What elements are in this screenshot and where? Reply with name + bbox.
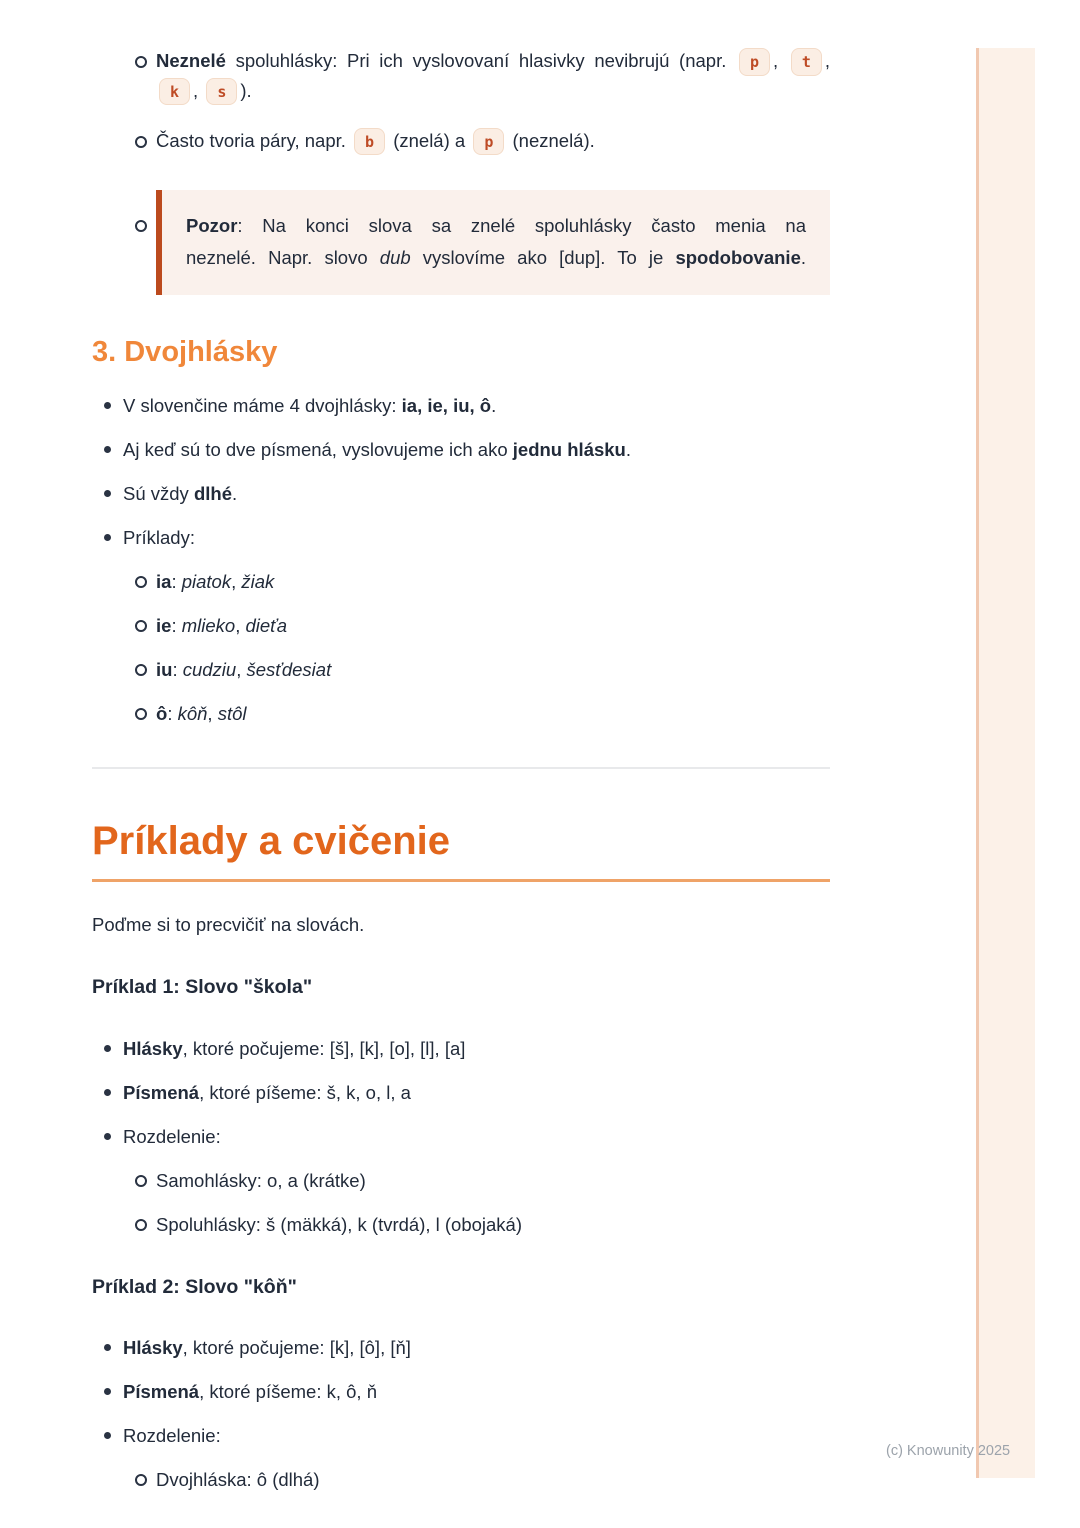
example2-title: Príklad 2: Slovo "kôň"	[92, 1275, 297, 1298]
text-segment: ia	[156, 571, 172, 593]
text-segment: kôň	[177, 703, 208, 725]
text-segment: .	[625, 439, 631, 461]
code-badge: k	[159, 78, 190, 106]
text-segment: Písmená	[123, 1081, 200, 1103]
text-segment: Často tvoria páry, napr.	[156, 129, 352, 151]
list-item	[156, 46, 830, 106]
text-segment: , ktoré píšeme: k, ô, ň	[199, 1381, 377, 1403]
text-segment: ,	[193, 79, 204, 101]
list-item	[123, 435, 830, 465]
list-item	[123, 1078, 830, 1108]
copyright-footer: (c) Knowunity 2025	[886, 1443, 1011, 1459]
list-item	[156, 699, 830, 729]
text-segment: :	[167, 703, 178, 725]
text-segment: ,	[773, 50, 788, 71]
text-segment: V slovenčine máme 4 dvojhlásky:	[123, 395, 402, 417]
code-badge: t	[791, 48, 822, 76]
text-segment: : Na konci slova sa znelé spoluhlásky často menia na neznelé. Napr. slovo	[186, 214, 806, 269]
list-item	[156, 1166, 830, 1196]
text-segment: dieťa	[245, 615, 287, 637]
text-segment: Rozdelenie:	[123, 1425, 221, 1447]
text-segment: mlieko	[181, 615, 236, 637]
text-segment: šesťdesiat	[246, 659, 332, 681]
text-segment: ô	[156, 703, 168, 725]
list-item	[123, 479, 830, 509]
list-item	[123, 1377, 830, 1407]
text-segment: Sú vždy	[123, 483, 194, 505]
text-segment: Spoluhlásky: š (mäkká), k (tvrdá), l (obojaká)	[156, 1213, 523, 1235]
list-item	[156, 567, 830, 597]
list-item	[156, 126, 830, 156]
text-segment: Aj keď sú to dve písmená, vyslovujeme ich ako	[123, 439, 513, 461]
text-segment: ia, ie, iu, ô	[401, 395, 492, 417]
example1-title: Príklad 1: Slovo "škola"	[92, 976, 313, 999]
list-item	[123, 391, 830, 421]
list-item-label	[123, 527, 195, 548]
text-segment: vyslovíme ako [dup]. To je	[410, 247, 676, 269]
example2-list	[92, 1333, 830, 1495]
text-segment: Písmená	[123, 1381, 200, 1403]
section-heading-dvojhlasky: 3. Dvojhlásky	[92, 335, 278, 368]
list-item	[156, 1210, 830, 1240]
text-segment: ).	[240, 79, 252, 101]
list-item	[156, 611, 830, 641]
text-segment: Dvojhláska: ô (dlhá)	[156, 1469, 320, 1491]
text-segment: dub	[379, 247, 411, 269]
text-segment: ,	[235, 615, 246, 637]
code-badge: p	[739, 48, 770, 76]
text-segment: jednu hlásku	[512, 439, 626, 461]
code-badge: s	[206, 78, 237, 106]
text-segment: cudziu	[182, 659, 237, 681]
list-item	[123, 1421, 830, 1495]
text-segment: stôl	[217, 703, 247, 725]
list-item	[156, 1465, 830, 1495]
example1-breakdown-list	[123, 1166, 830, 1240]
dvojhlasky-examples-list	[123, 567, 830, 729]
code-badge: b	[354, 128, 385, 156]
list-item	[123, 1122, 830, 1240]
list-item	[156, 190, 830, 295]
text-segment: ,	[231, 571, 242, 593]
list-item-label	[123, 1425, 221, 1446]
text-segment: iu	[156, 659, 173, 681]
text-segment: , ktoré počujeme: [š], [k], [o], [l], [a]	[182, 1037, 466, 1059]
text-segment: Hlásky	[123, 1337, 183, 1359]
section-divider	[92, 767, 830, 769]
document-page	[92, 46, 830, 1509]
text-segment: Samohlásky: o, a (krátke)	[156, 1169, 366, 1191]
text-segment: , ktoré počujeme: [k], [ô], [ň]	[182, 1337, 411, 1359]
text-segment: Hlásky	[123, 1037, 183, 1059]
text-segment: (znelá) a	[388, 129, 471, 151]
list-item	[123, 523, 830, 729]
text-segment: , ktoré píšeme: š, k, o, l, a	[199, 1081, 411, 1103]
list-item	[156, 655, 830, 685]
text-segment: ie	[156, 615, 172, 637]
intro-consonants-list	[92, 46, 830, 295]
text-segment: .	[800, 247, 806, 269]
text-segment: dlhé	[193, 483, 232, 505]
list-item	[123, 1034, 830, 1064]
pozor-callout	[156, 190, 830, 295]
text-segment: Rozdelenie:	[123, 1125, 221, 1147]
text-segment: :	[172, 659, 183, 681]
text-segment: spodobovanie	[675, 247, 801, 269]
list-item-label	[123, 1126, 221, 1147]
text-segment: ,	[236, 659, 247, 681]
text-segment: Príklady:	[123, 527, 195, 549]
dvojhlasky-list	[92, 391, 830, 729]
example2-breakdown-list	[123, 1465, 830, 1495]
text-segment: spoluhlásky: Pri ich vyslovovaní hlasivky nevibrujú (napr.	[225, 50, 736, 71]
text-segment: .	[491, 395, 497, 417]
text-segment: Neznelé	[156, 50, 226, 71]
code-badge: p	[473, 128, 504, 156]
text-segment: .	[231, 483, 238, 505]
intro-paragraph: Poďme si to precvičiť na slovách.	[92, 914, 365, 936]
example1-list	[92, 1034, 830, 1240]
list-item	[123, 1333, 830, 1363]
text-segment: ,	[207, 703, 218, 725]
text-segment: ,	[824, 50, 830, 71]
text-segment: Pozor	[186, 214, 238, 236]
side-strip-decoration	[976, 48, 1035, 1478]
text-segment: :	[171, 615, 182, 637]
text-segment: piatok	[181, 571, 232, 593]
text-segment: žiak	[241, 571, 275, 593]
text-segment: (neznelá).	[507, 129, 595, 151]
text-segment: :	[171, 571, 182, 593]
page-title: Príklady a cvičenie	[92, 819, 830, 882]
